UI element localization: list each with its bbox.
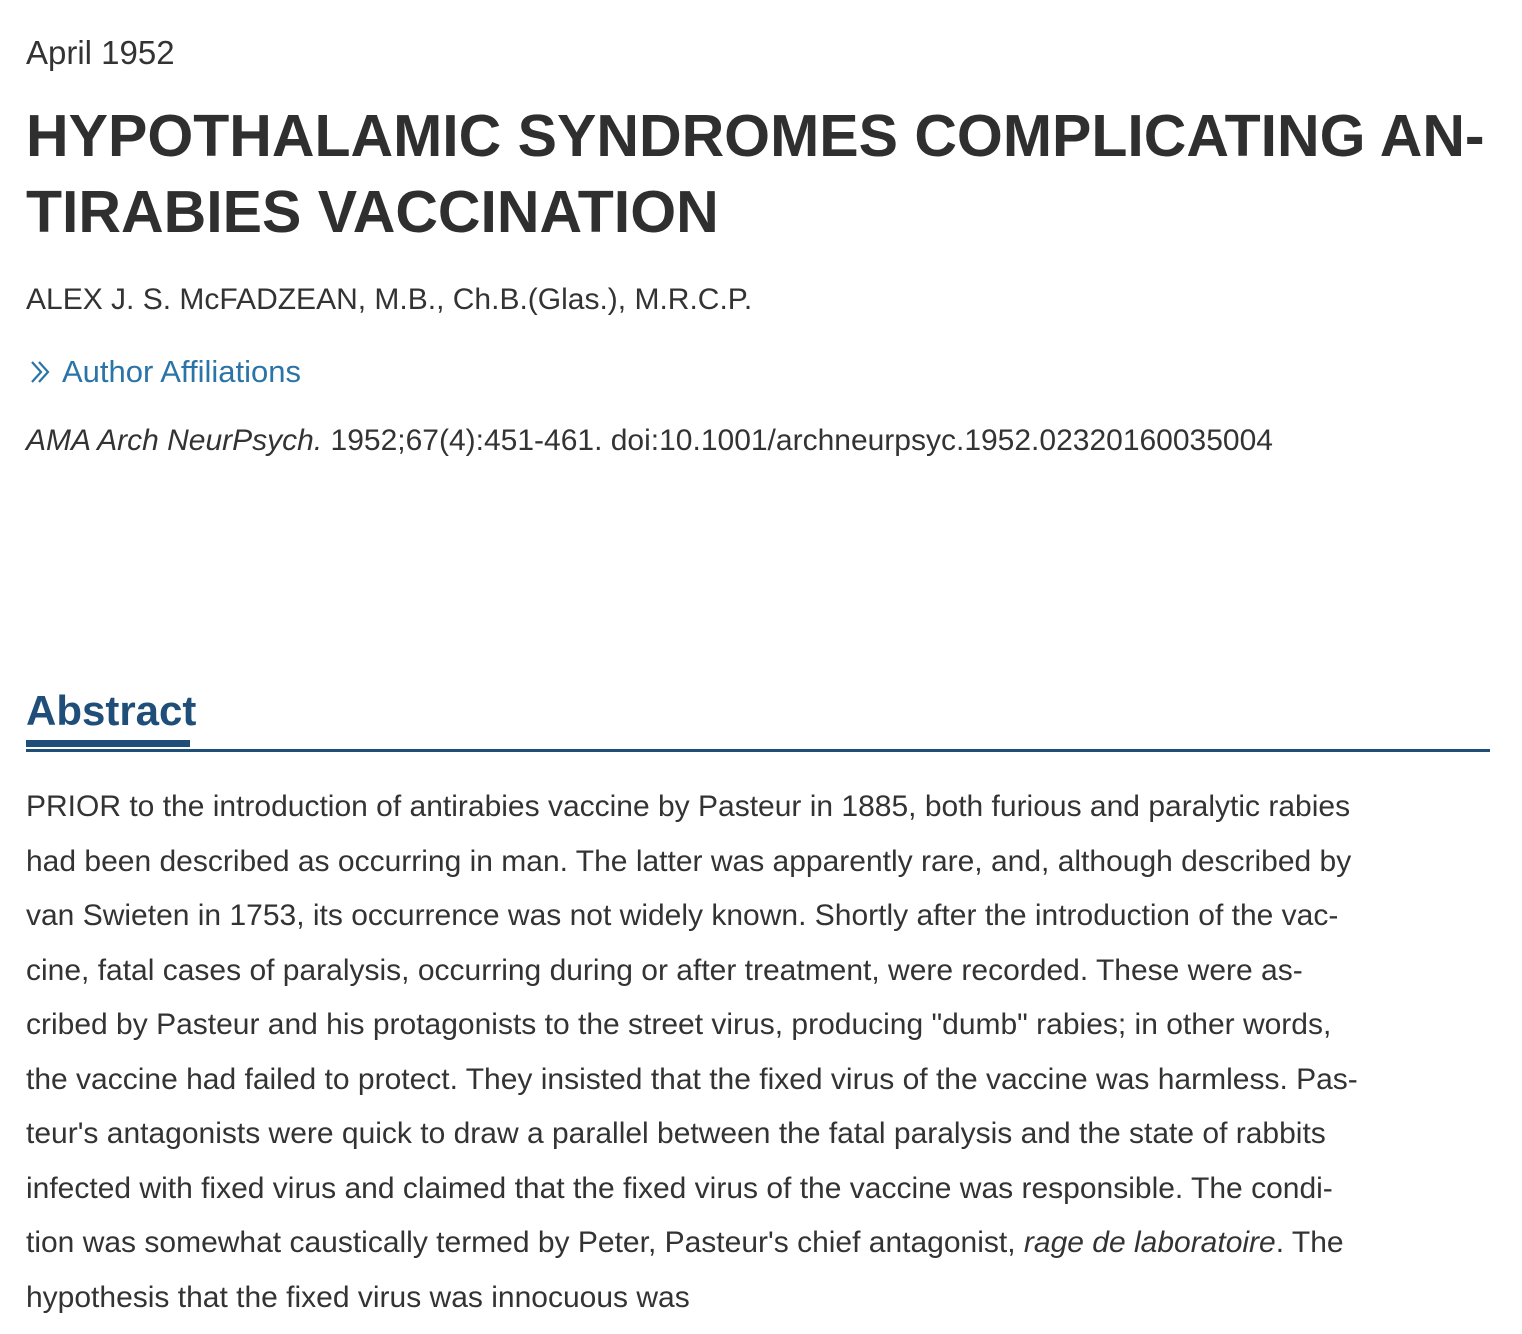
abstract-heading: Abstract	[26, 687, 197, 734]
abstract-line: the vaccine had failed to protect. They insisted that the fixed virus of the vaccine was harmless. Pas-	[26, 1062, 1358, 1096]
article-title	[26, 98, 1486, 250]
abstract-line: had been described as occurring in man. The latter was apparently rare, and, although described by	[26, 844, 1352, 878]
abstract-line-text: . The	[1275, 1226, 1344, 1259]
double-chevron-right-icon	[26, 357, 56, 387]
abstract-line: teur's antagonists were quick to draw a parallel between the fatal paralysis and the state of rabbits	[26, 1117, 1326, 1150]
author-affiliations-label: Author Affiliations	[62, 354, 301, 389]
abstract-line: cribed by Pasteur and his protagonists to the street virus, producing "dumb" rabies; in other words,	[26, 1008, 1332, 1041]
abstract-line: cine, fatal cases of paralysis, occurring during or after treatment, were recorded. These were as-	[26, 953, 1303, 987]
abstract-heading-underline	[26, 740, 190, 747]
citation-details: 1952;67(4):451-461. doi:10.1001/archneurpsyc.1952.02320160035004	[322, 424, 1273, 457]
abstract-line: PRIOR to the introduction of antirabies vaccine by Pasteur in 1885, both furious and paralytic rabies	[26, 790, 1351, 823]
article-title-line-2: TIRABIES VACCINATION	[26, 179, 719, 245]
abstract-divider	[26, 749, 1490, 752]
abstract-text	[26, 780, 1496, 1325]
abstract-italic-phrase: rage de laboratoire	[1023, 1226, 1276, 1259]
abstract-line: van Swieten in 1753, its occurrence was not widely known. Shortly after the introduction of the vac-	[26, 899, 1339, 932]
abstract-line-text: tion was somewhat caustically termed by Peter, Pasteur's chief antagonist,	[26, 1226, 1024, 1259]
citation	[26, 421, 1273, 461]
abstract-line: hypothesis that the fixed virus was innocuous was	[26, 1280, 690, 1314]
publication-date: April 1952	[26, 34, 175, 71]
abstract-line	[26, 1216, 1496, 1271]
citation-journal: AMA Arch NeurPsych.	[26, 424, 323, 457]
author-affiliations-link[interactable]	[26, 352, 301, 392]
author-name: ALEX J. S. McFADZEAN, M.B., Ch.B.(Glas.), M.R.C.P.	[26, 283, 753, 316]
abstract-line: infected with fixed virus and claimed that the fixed virus of the vaccine was responsible. The condi-	[26, 1171, 1333, 1205]
article-title-line-1: HYPOTHALAMIC SYNDROMES COMPLICATING AN-	[26, 103, 1485, 169]
